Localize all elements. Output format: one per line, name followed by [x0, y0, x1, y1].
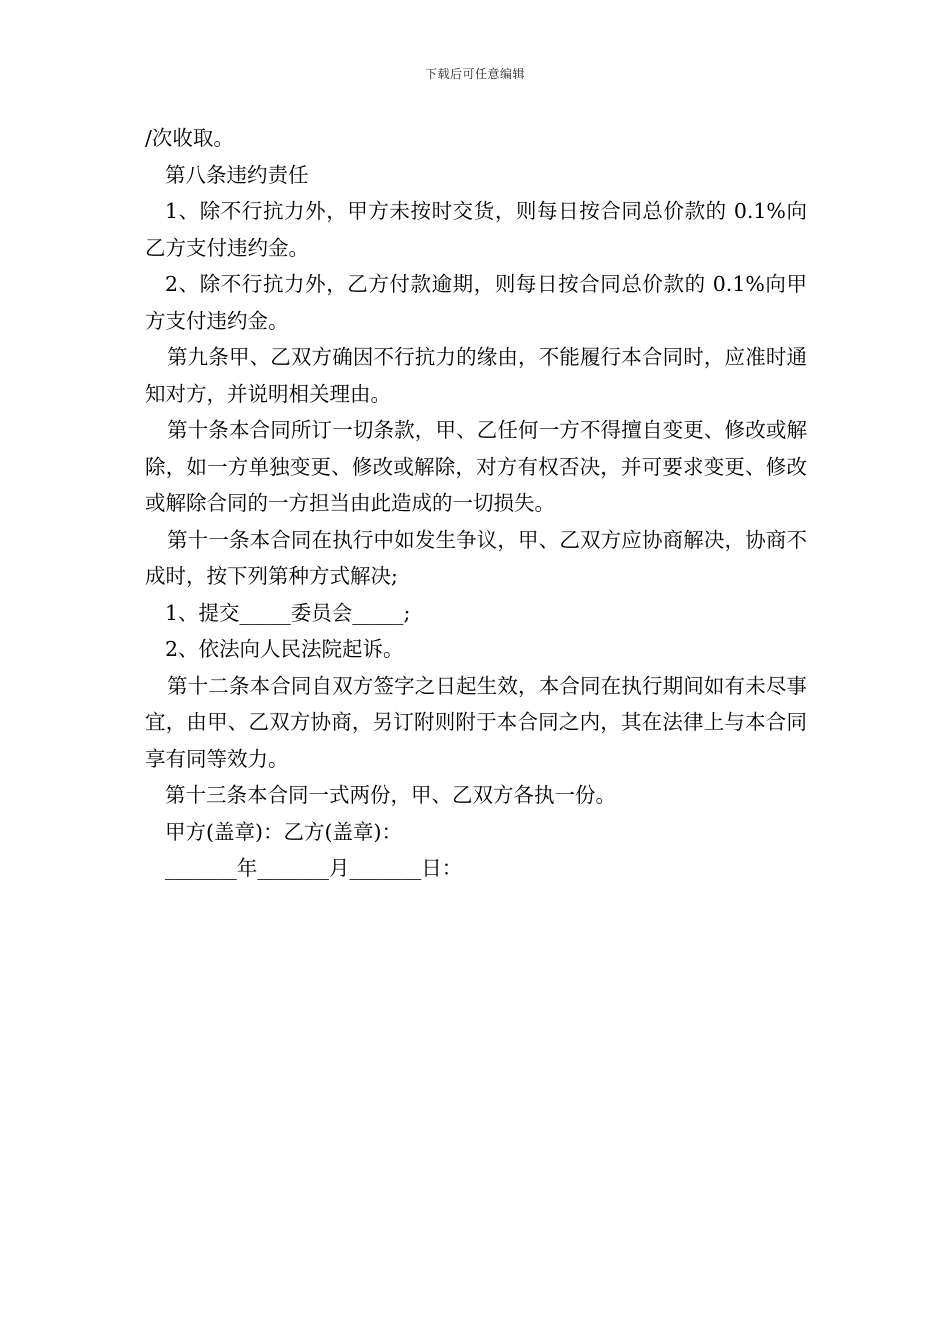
date-line: _______年_______月_______日： [165, 856, 463, 880]
article-8-item-1: 1、除不行抗力外，甲方未按时交货，则每日按合同总价款的 0.1%向乙方支付违约金。 [145, 199, 807, 260]
article-11-item-2: 2、依法向人民法院起诉。 [165, 637, 404, 661]
article-11: 第十一条本合同在执行中如发生争议，甲、乙双方应协商解决，协商不成时，按下列第种方式解决; [145, 527, 807, 588]
article-11-item-1: 1、提交_____委员会_____; [165, 600, 411, 625]
article-12: 第十二条本合同自双方签字之日起生效，本合同在执行期间如有未尽事宜，由甲、乙双方协商，另订附则附于本合同之内，其在法律上与本合同享有同等效力。 [145, 673, 807, 771]
page-header: 下载后可任意编辑 [424, 67, 525, 81]
article-13: 第十三条本合同一式两份，甲、乙双方各执一份。 [165, 783, 616, 807]
article-8-item-2: 2、除不行抗力外，乙方付款逾期，则每日按合同总价款的 0.1%向甲方支付违约金。 [145, 272, 807, 333]
article-8-heading: 第八条违约责任 [165, 162, 309, 187]
document-body [145, 120, 807, 887]
signature-line: 甲方(盖章)：乙方(盖章)： [165, 819, 402, 844]
article-9: 第九条甲、乙双方确因不行抗力的缘由，不能履行本合同时，应准时通知对方，并说明相关理由。 [145, 345, 807, 406]
article-10: 第十条本合同所订一切条款，甲、乙任何一方不得擅自变更、修改或解除，如一方单独变更、修改或解除，对方有权否决，并可要求变更、修改或解除合同的一方担当由此造成的一切损失。 [145, 418, 807, 515]
paragraph-continuation: /次收取。 [145, 126, 234, 150]
